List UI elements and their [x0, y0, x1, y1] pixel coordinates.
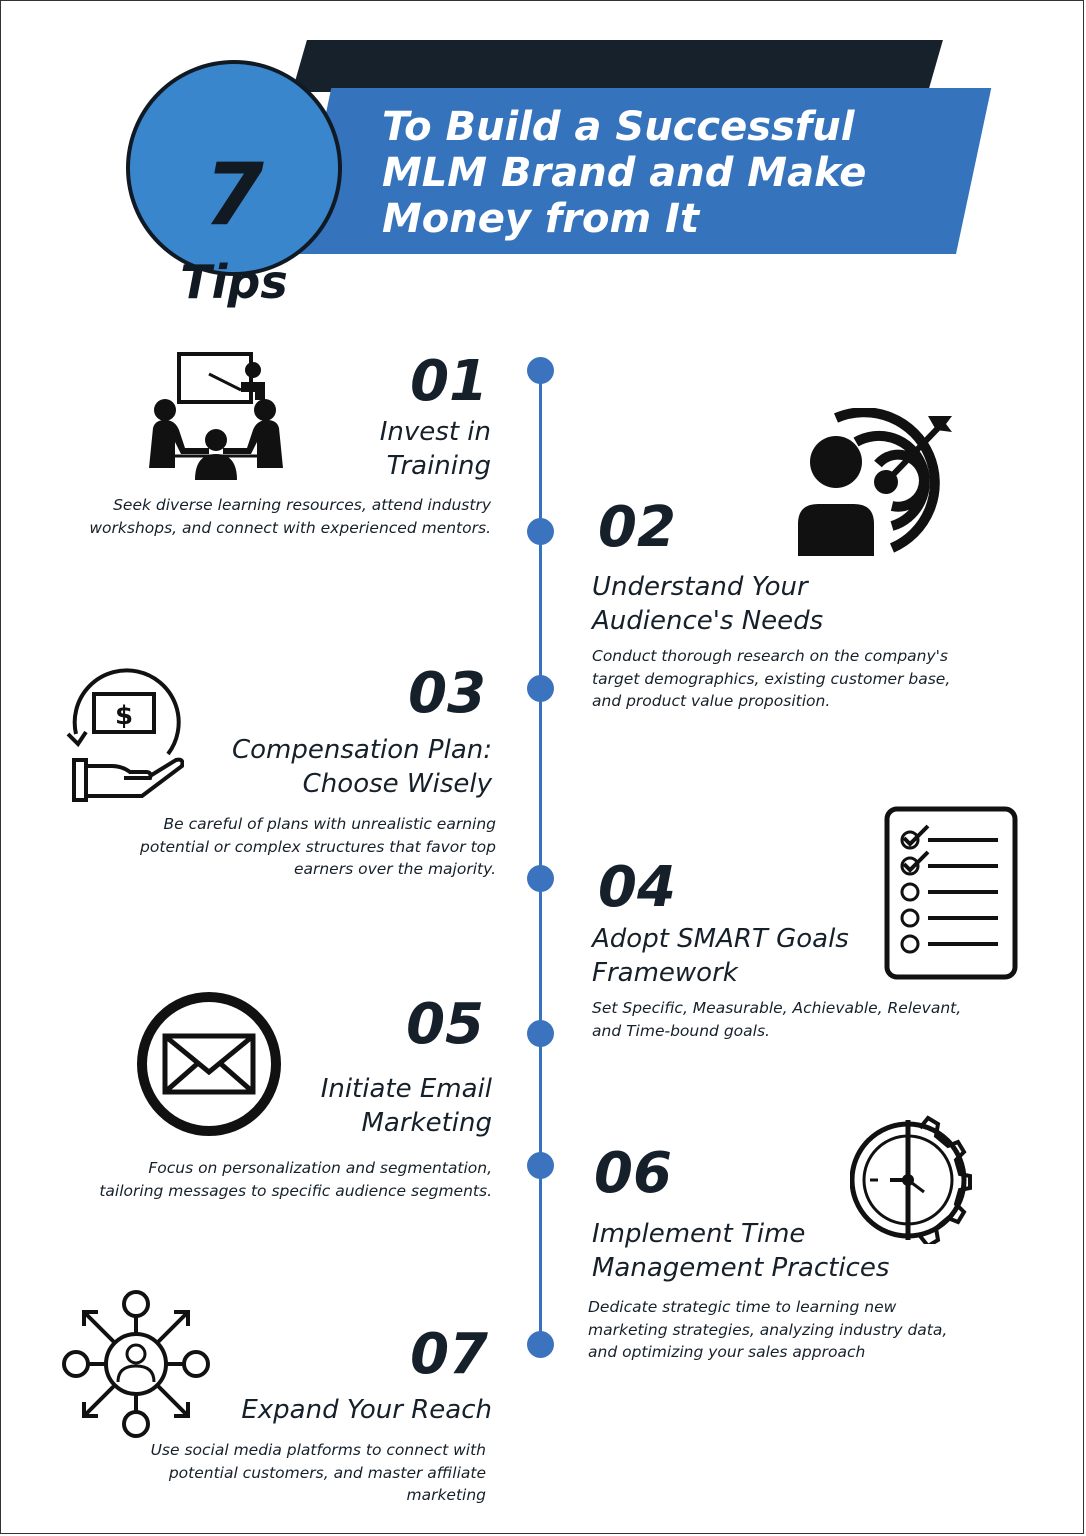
badge-number: 7	[204, 145, 264, 245]
header-title-line: Money from It	[382, 196, 700, 242]
tip-number: 01	[410, 349, 488, 414]
tip-title-line: Implement Time	[592, 1219, 806, 1249]
tip-title-line: Audience's Needs	[592, 606, 824, 636]
tip-description-line: marketing strategies, analyzing industry data,	[588, 1320, 948, 1339]
timeline-dot	[527, 1331, 554, 1358]
target-audience-icon	[796, 408, 962, 556]
tip-description	[588, 1296, 947, 1364]
tip-title-line: Invest in	[379, 417, 491, 447]
tip-title-line: Compensation Plan:	[232, 735, 492, 765]
badge-word: Tips	[180, 255, 288, 309]
tip-description	[99, 1157, 492, 1202]
timeline-dot	[527, 518, 554, 545]
tip-title-line: Adopt SMART Goals	[592, 924, 849, 954]
tip-description-line: potential or complex structures that favor top	[140, 837, 496, 856]
tip-number: 03	[408, 661, 486, 726]
timeline-dot	[527, 1020, 554, 1047]
timeline-dot	[527, 865, 554, 892]
money-hand-icon	[66, 664, 184, 804]
tip-description-line: Dedicate strategic time to learning new	[588, 1298, 897, 1316]
tip-description-line: Be careful of plans with unrealistic earning	[163, 815, 496, 833]
header-dark-banner	[292, 40, 943, 92]
tip-number: 05	[406, 992, 484, 1057]
tip-description-line: Conduct thorough research on the company's	[592, 647, 949, 665]
training-presentation-icon	[145, 350, 287, 482]
tip-number: 06	[594, 1141, 672, 1206]
tip-title-line: Marketing	[361, 1108, 492, 1138]
tip-title-line: Understand Your	[592, 572, 808, 602]
tip-description-line: Use social media platforms to connect with	[150, 1441, 486, 1459]
tip-description-line: Seek diverse learning resources, attend industry	[113, 496, 491, 514]
tip-description-line: and optimizing your sales approach	[588, 1343, 866, 1361]
tip-title-line: Framework	[592, 958, 738, 988]
network-reach-icon	[62, 1290, 210, 1438]
tip-title	[380, 415, 491, 483]
tip-description-line: tailoring messages to specific audience segments.	[99, 1181, 492, 1200]
header-title-line: To Build a Successful	[382, 104, 855, 150]
tip-title	[592, 1217, 889, 1285]
tip-title-line: Management Practices	[592, 1253, 890, 1283]
timeline-dot	[527, 675, 554, 702]
tip-title-line: Initiate Email	[320, 1074, 492, 1104]
tip-description	[592, 997, 961, 1042]
tip-number: 02	[598, 495, 676, 560]
tips-count-badge	[126, 60, 342, 309]
tip-description-line: Focus on personalization and segmentation,	[148, 1159, 492, 1177]
tip-title	[592, 922, 849, 990]
tip-description-line: marketing	[406, 1486, 486, 1504]
timeline-line	[539, 370, 542, 1345]
tip-description	[140, 813, 496, 881]
header-title	[382, 104, 942, 242]
tip-title-line: Training	[386, 451, 491, 481]
tip-description	[151, 1439, 486, 1507]
tip-number: 04	[598, 855, 676, 920]
email-envelope-icon	[135, 990, 283, 1138]
tip-title	[241, 1393, 492, 1427]
tip-description-line: workshops, and connect with experienced mentors.	[89, 518, 491, 537]
timeline-dot	[527, 357, 554, 384]
checklist-icon	[884, 806, 1018, 980]
tip-description-line: and Time-bound goals.	[592, 1021, 770, 1040]
tip-title-line: Choose Wisely	[302, 769, 492, 799]
tip-title-line: Expand Your Reach	[241, 1395, 492, 1425]
tip-description-line: potential customers, and master affiliate	[168, 1463, 486, 1482]
header-title-line: MLM Brand and Make	[382, 150, 867, 196]
tip-description-line: Set Specific, Measurable, Achievable, Relevant,	[592, 999, 962, 1017]
tip-title	[232, 733, 492, 801]
timeline-dot	[527, 1152, 554, 1179]
tip-description-line: target demographics, existing customer base,	[592, 669, 951, 688]
tip-description	[89, 494, 491, 539]
tip-number: 07	[410, 1322, 488, 1387]
tip-title	[592, 570, 823, 638]
tip-title	[321, 1072, 492, 1140]
tip-description-line: and product value proposition.	[592, 692, 831, 710]
tip-description	[592, 645, 950, 713]
svg-text:$: $	[114, 701, 134, 731]
tip-description-line: earners over the majority.	[293, 860, 496, 878]
